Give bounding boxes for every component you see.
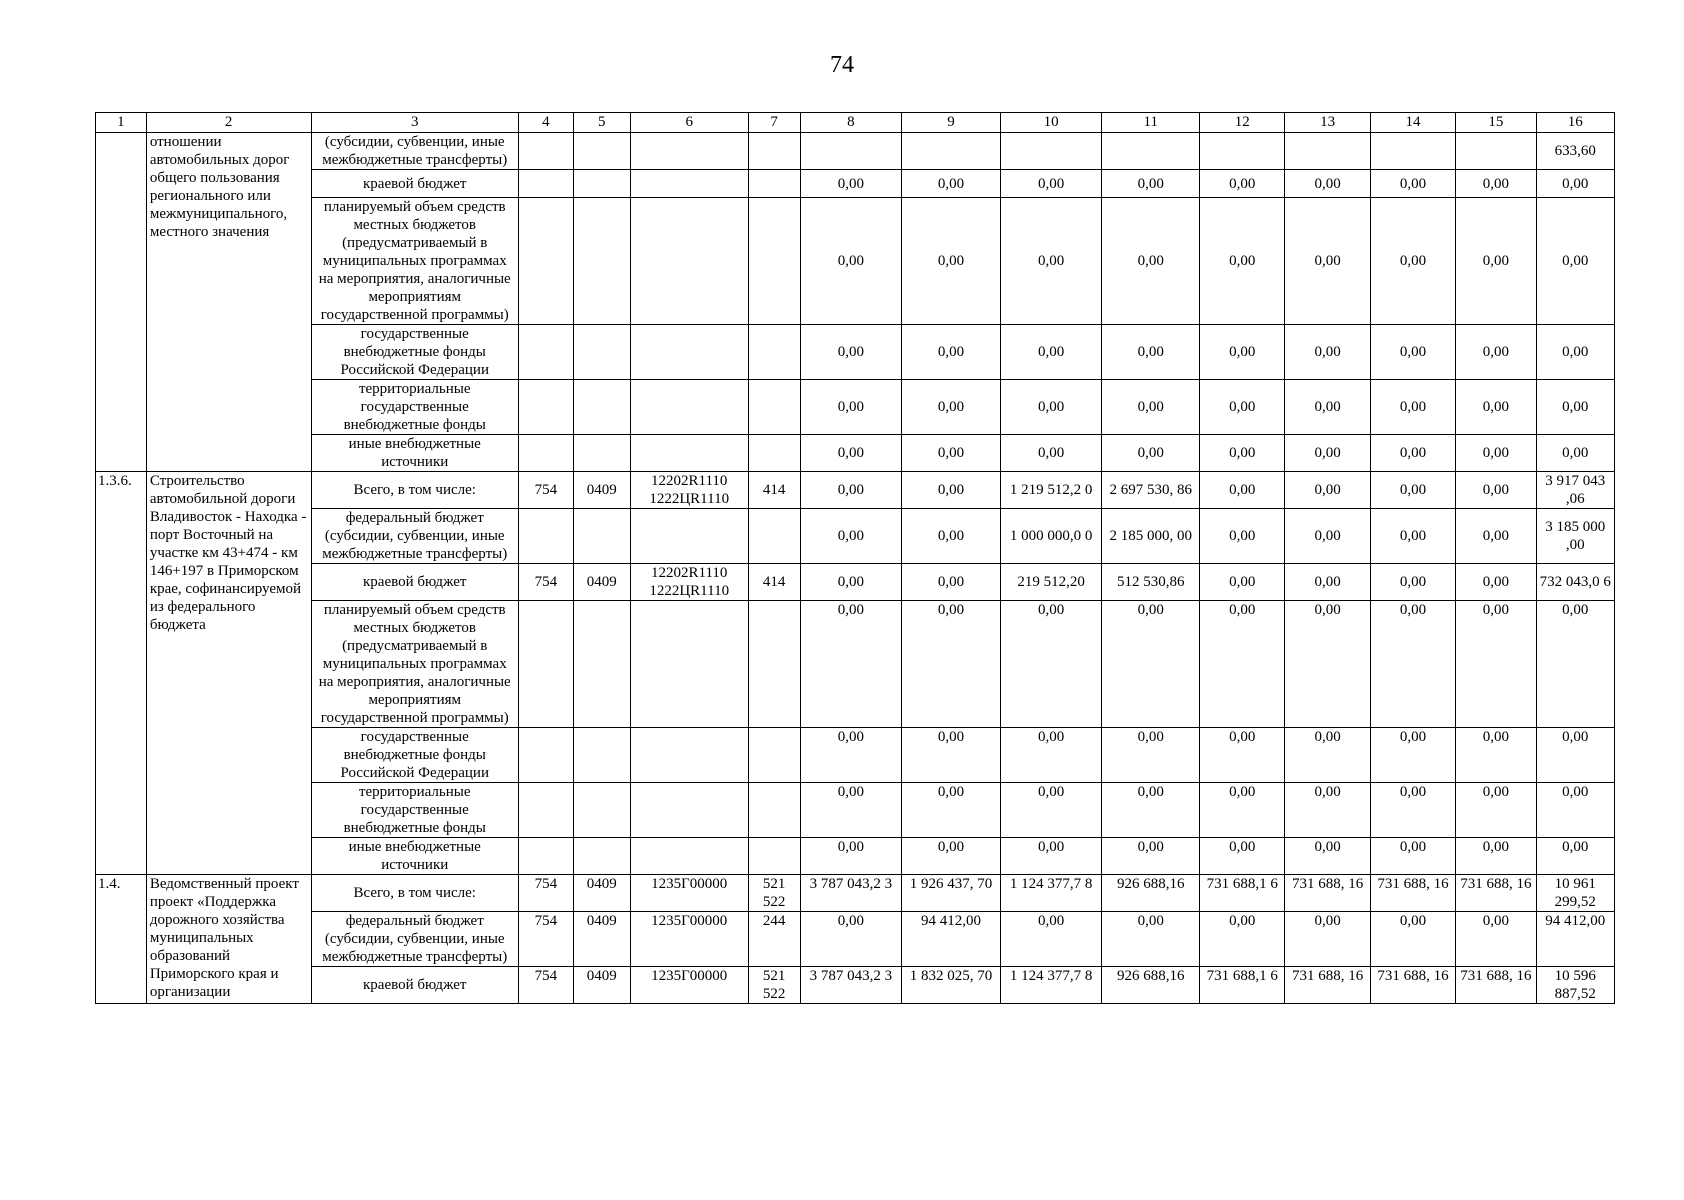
- amount-cell: [800, 133, 902, 170]
- amount-cell: 0,00: [1200, 325, 1285, 380]
- column-header: 5: [573, 113, 630, 133]
- cell-col7: [748, 380, 800, 435]
- amount-cell: 0,00: [1000, 838, 1102, 875]
- amount-cell: 0,00: [800, 601, 902, 728]
- cell-col7: [748, 838, 800, 875]
- cell-col6: [630, 838, 748, 875]
- amount-cell: 0,00: [1285, 435, 1370, 472]
- amount-cell: 0,00: [1102, 380, 1200, 435]
- cell-col6: [630, 783, 748, 838]
- cell-col4: [518, 325, 573, 380]
- amount-cell: 0,00: [1285, 380, 1370, 435]
- amount-cell: 0,00: [1200, 380, 1285, 435]
- amount-cell: 731 688, 16: [1285, 967, 1370, 1004]
- cell-col4: [518, 198, 573, 325]
- amount-cell: 0,00: [1456, 380, 1536, 435]
- amount-cell: 0,00: [1456, 783, 1536, 838]
- table-row: [96, 601, 1615, 728]
- amount-cell: 0,00: [1102, 783, 1200, 838]
- amount-cell: 0,00: [800, 838, 902, 875]
- amount-cell: 0,00: [1200, 472, 1285, 509]
- amount-cell: 0,00: [902, 198, 1001, 325]
- amount-cell: 0,00: [1000, 170, 1102, 198]
- funding-source: краевой бюджет: [311, 967, 518, 1004]
- amount-cell: 0,00: [1000, 325, 1102, 380]
- amount-cell: [1000, 133, 1102, 170]
- total-cell: 0,00: [1536, 728, 1614, 783]
- amount-cell: 0,00: [1200, 728, 1285, 783]
- amount-cell: 0,00: [800, 325, 902, 380]
- measure-name: Строительство автомобильной дороги Владивосток - Находка - порт Восточный на участке км 43+474 - км 146+197 в Приморском крае, софинансируемой из федерального бюджета: [146, 472, 311, 875]
- column-header: 4: [518, 113, 573, 133]
- table-row: [96, 509, 1615, 564]
- cell-col7: 414: [748, 472, 800, 509]
- amount-cell: 0,00: [1456, 170, 1536, 198]
- cell-col7: 244: [748, 912, 800, 967]
- column-header: 13: [1285, 113, 1370, 133]
- table-row: [96, 198, 1615, 325]
- funding-source: федеральный бюджет (субсидии, субвенции, иные межбюджетные трансферты): [311, 912, 518, 967]
- amount-cell: 3 787 043,2 3: [800, 875, 902, 912]
- amount-cell: 0,00: [1456, 509, 1536, 564]
- amount-cell: 0,00: [800, 472, 902, 509]
- cell-col7: [748, 509, 800, 564]
- funding-source: (субсидии, субвенции, иные межбюджетные трансферты): [311, 133, 518, 170]
- amount-cell: 731 688, 16: [1456, 875, 1536, 912]
- amount-cell: 0,00: [1000, 783, 1102, 838]
- cell-col5: [573, 435, 630, 472]
- cell-col7: [748, 601, 800, 728]
- funding-source: федеральный бюджет (субсидии, субвенции, иные межбюджетные трансферты): [311, 509, 518, 564]
- amount-cell: 0,00: [902, 509, 1001, 564]
- amount-cell: 731 688, 16: [1370, 967, 1455, 1004]
- table-row: [96, 912, 1615, 967]
- cell-col6: 1235Г00000: [630, 967, 748, 1004]
- column-header: 8: [800, 113, 902, 133]
- column-header: 15: [1456, 113, 1536, 133]
- total-cell: 0,00: [1536, 601, 1614, 728]
- cell-col6: 1235Г00000: [630, 875, 748, 912]
- amount-cell: 0,00: [1285, 325, 1370, 380]
- amount-cell: 1 926 437, 70: [902, 875, 1001, 912]
- amount-cell: 0,00: [902, 783, 1001, 838]
- amount-cell: 0,00: [800, 509, 902, 564]
- cell-col5: [573, 838, 630, 875]
- cell-col5: [573, 198, 630, 325]
- amount-cell: 731 688,1 6: [1200, 875, 1285, 912]
- cell-col7: [748, 435, 800, 472]
- amount-cell: 0,00: [1370, 728, 1455, 783]
- total-cell: 0,00: [1536, 435, 1614, 472]
- total-cell: 0,00: [1536, 170, 1614, 198]
- amount-cell: 0,00: [1000, 380, 1102, 435]
- amount-cell: 0,00: [902, 838, 1001, 875]
- amount-cell: 0,00: [1285, 912, 1370, 967]
- total-cell: 0,00: [1536, 325, 1614, 380]
- total-cell: 3 917 043 ,06: [1536, 472, 1614, 509]
- cell-col5: [573, 380, 630, 435]
- cell-col6: [630, 170, 748, 198]
- cell-col6: [630, 728, 748, 783]
- cell-col6: 12202R1110 1222ЦR1110: [630, 472, 748, 509]
- cell-col5: 0409: [573, 967, 630, 1004]
- amount-cell: 0,00: [1102, 435, 1200, 472]
- amount-cell: 0,00: [1456, 564, 1536, 601]
- funding-source: государственные внебюджетные фонды Российской Федерации: [311, 325, 518, 380]
- row-number: 1.4.: [96, 875, 147, 1004]
- cell-col5: [573, 783, 630, 838]
- amount-cell: 0,00: [1000, 912, 1102, 967]
- amount-cell: 0,00: [1000, 728, 1102, 783]
- amount-cell: 0,00: [1000, 198, 1102, 325]
- amount-cell: 0,00: [800, 728, 902, 783]
- cell-col4: [518, 838, 573, 875]
- row-number: [96, 133, 147, 472]
- amount-cell: 0,00: [800, 783, 902, 838]
- amount-cell: 0,00: [902, 170, 1001, 198]
- amount-cell: 0,00: [1370, 380, 1455, 435]
- table-row: [96, 170, 1615, 198]
- table-row: [96, 472, 1615, 509]
- amount-cell: [1370, 133, 1455, 170]
- cell-col7: [748, 325, 800, 380]
- cell-col6: 12202R1110 1222ЦR1110: [630, 564, 748, 601]
- amount-cell: 0,00: [800, 170, 902, 198]
- amount-cell: 0,00: [1456, 325, 1536, 380]
- cell-col6: [630, 509, 748, 564]
- amount-cell: 0,00: [902, 472, 1001, 509]
- cell-col5: 0409: [573, 875, 630, 912]
- amount-cell: 0,00: [1000, 435, 1102, 472]
- amount-cell: 0,00: [1456, 198, 1536, 325]
- total-cell: 732 043,0 6: [1536, 564, 1614, 601]
- cell-col7: [748, 198, 800, 325]
- measure-name: Ведомственный проект проект «Поддержка дорожного хозяйства муниципальных образований Приморского края и организации: [146, 875, 311, 1004]
- amount-cell: 0,00: [1285, 838, 1370, 875]
- cell-col5: [573, 509, 630, 564]
- amount-cell: 0,00: [1370, 198, 1455, 325]
- amount-cell: 0,00: [1370, 601, 1455, 728]
- cell-col7: 414: [748, 564, 800, 601]
- amount-cell: 1 124 377,7 8: [1000, 967, 1102, 1004]
- total-cell: 0,00: [1536, 380, 1614, 435]
- group-1-3-6: [96, 472, 1615, 875]
- amount-cell: 0,00: [902, 325, 1001, 380]
- cell-col5: [573, 325, 630, 380]
- amount-cell: 0,00: [1200, 783, 1285, 838]
- table-row: [96, 967, 1615, 1004]
- table-row: [96, 435, 1615, 472]
- amount-cell: 926 688,16: [1102, 967, 1200, 1004]
- page-number: 74: [830, 52, 854, 78]
- cell-col6: [630, 380, 748, 435]
- amount-cell: 0,00: [1370, 912, 1455, 967]
- column-header: 10: [1000, 113, 1102, 133]
- amount-cell: 219 512,20: [1000, 564, 1102, 601]
- cell-col4: [518, 380, 573, 435]
- amount-cell: 0,00: [1370, 564, 1455, 601]
- cell-col5: 0409: [573, 564, 630, 601]
- row-number: 1.3.6.: [96, 472, 147, 875]
- cell-col5: [573, 170, 630, 198]
- amount-cell: 0,00: [1285, 198, 1370, 325]
- amount-cell: 0,00: [902, 435, 1001, 472]
- amount-cell: 0,00: [1370, 783, 1455, 838]
- amount-cell: 0,00: [800, 912, 902, 967]
- cell-col6: 1235Г00000: [630, 912, 748, 967]
- table-row: [96, 133, 1615, 170]
- cell-col6: [630, 435, 748, 472]
- amount-cell: 0,00: [1456, 912, 1536, 967]
- amount-cell: 0,00: [902, 564, 1001, 601]
- amount-cell: 731 688, 16: [1456, 967, 1536, 1004]
- group-continuation: [96, 133, 1615, 472]
- column-header: 6: [630, 113, 748, 133]
- amount-cell: 0,00: [1285, 472, 1370, 509]
- amount-cell: 731 688, 16: [1285, 875, 1370, 912]
- funding-source: государственные внебюджетные фонды Российской Федерации: [311, 728, 518, 783]
- amount-cell: 0,00: [1285, 509, 1370, 564]
- amount-cell: [1200, 133, 1285, 170]
- amount-cell: 0,00: [1285, 783, 1370, 838]
- amount-cell: 0,00: [1102, 912, 1200, 967]
- amount-cell: 0,00: [1370, 509, 1455, 564]
- column-header: 12: [1200, 113, 1285, 133]
- cell-col5: 0409: [573, 912, 630, 967]
- total-cell: 0,00: [1536, 838, 1614, 875]
- funding-source: Всего, в том числе:: [311, 875, 518, 912]
- amount-cell: 512 530,86: [1102, 564, 1200, 601]
- cell-col4: 754: [518, 912, 573, 967]
- amount-cell: 0,00: [1456, 838, 1536, 875]
- amount-cell: 1 000 000,0 0: [1000, 509, 1102, 564]
- amount-cell: 0,00: [1285, 601, 1370, 728]
- amount-cell: 0,00: [1456, 728, 1536, 783]
- table-row: [96, 380, 1615, 435]
- cell-col4: [518, 728, 573, 783]
- amount-cell: 0,00: [1102, 728, 1200, 783]
- amount-cell: 0,00: [1200, 912, 1285, 967]
- amount-cell: 0,00: [1200, 170, 1285, 198]
- funding-source: Всего, в том числе:: [311, 472, 518, 509]
- cell-col6: [630, 198, 748, 325]
- funding-source: планируемый объем средств местных бюджетов (предусматриваемый в муниципальных программах на мероприятия, аналогичные мероприятиям государственной программы): [311, 601, 518, 728]
- amount-cell: [902, 133, 1001, 170]
- header-row: [96, 113, 1615, 133]
- amount-cell: 1 219 512,2 0: [1000, 472, 1102, 509]
- cell-col4: [518, 509, 573, 564]
- column-header: 14: [1370, 113, 1455, 133]
- cell-col4: [518, 133, 573, 170]
- amount-cell: 0,00: [1102, 838, 1200, 875]
- table-row: [96, 875, 1615, 912]
- column-header: 1: [96, 113, 147, 133]
- amount-cell: 731 688,1 6: [1200, 967, 1285, 1004]
- total-cell: 3 185 000 ,00: [1536, 509, 1614, 564]
- amount-cell: 0,00: [902, 728, 1001, 783]
- funding-source: иные внебюджетные источники: [311, 435, 518, 472]
- funding-source: территориальные государственные внебюджетные фонды: [311, 783, 518, 838]
- amount-cell: 0,00: [1370, 170, 1455, 198]
- budget-table: [95, 112, 1615, 1004]
- cell-col4: [518, 601, 573, 728]
- amount-cell: 0,00: [1456, 435, 1536, 472]
- amount-cell: 2 697 530, 86: [1102, 472, 1200, 509]
- funding-source: иные внебюджетные источники: [311, 838, 518, 875]
- amount-cell: 0,00: [1102, 601, 1200, 728]
- cell-col5: [573, 601, 630, 728]
- amount-cell: [1456, 133, 1536, 170]
- amount-cell: 0,00: [1200, 601, 1285, 728]
- cell-col6: [630, 133, 748, 170]
- amount-cell: 926 688,16: [1102, 875, 1200, 912]
- cell-col4: [518, 170, 573, 198]
- column-header: 2: [146, 113, 311, 133]
- cell-col5: [573, 133, 630, 170]
- total-cell: 0,00: [1536, 783, 1614, 838]
- cell-col5: [573, 728, 630, 783]
- amount-cell: 0,00: [800, 564, 902, 601]
- amount-cell: 0,00: [1285, 564, 1370, 601]
- cell-col5: 0409: [573, 472, 630, 509]
- amount-cell: [1102, 133, 1200, 170]
- table-row: [96, 838, 1615, 875]
- cell-col4: 754: [518, 967, 573, 1004]
- amount-cell: 0,00: [1370, 472, 1455, 509]
- amount-cell: [1285, 133, 1370, 170]
- cell-col7: [748, 133, 800, 170]
- total-cell: 10 961 299,52: [1536, 875, 1614, 912]
- amount-cell: 3 787 043,2 3: [800, 967, 902, 1004]
- amount-cell: 0,00: [800, 435, 902, 472]
- amount-cell: 0,00: [1102, 325, 1200, 380]
- amount-cell: 94 412,00: [902, 912, 1001, 967]
- amount-cell: 2 185 000, 00: [1102, 509, 1200, 564]
- cell-col7: 521 522: [748, 967, 800, 1004]
- amount-cell: 1 832 025, 70: [902, 967, 1001, 1004]
- column-header: 7: [748, 113, 800, 133]
- total-cell: 10 596 887,52: [1536, 967, 1614, 1004]
- amount-cell: 0,00: [1285, 728, 1370, 783]
- table-row: [96, 783, 1615, 838]
- amount-cell: 0,00: [1102, 170, 1200, 198]
- amount-cell: 1 124 377,7 8: [1000, 875, 1102, 912]
- amount-cell: 0,00: [800, 380, 902, 435]
- cell-col4: [518, 783, 573, 838]
- amount-cell: 0,00: [1200, 435, 1285, 472]
- amount-cell: 0,00: [902, 380, 1001, 435]
- cell-col4: [518, 435, 573, 472]
- amount-cell: 731 688, 16: [1370, 875, 1455, 912]
- total-cell: 633,60: [1536, 133, 1614, 170]
- amount-cell: 0,00: [1000, 601, 1102, 728]
- column-header: 9: [902, 113, 1001, 133]
- table-row: [96, 325, 1615, 380]
- cell-col7: [748, 783, 800, 838]
- cell-col7: [748, 728, 800, 783]
- funding-source: планируемый объем средств местных бюджетов (предусматриваемый в муниципальных программах на мероприятия, аналогичные мероприятиям государственной программы): [311, 198, 518, 325]
- measure-name: отношении автомобильных дорог общего пользования регионального или межмуниципального, местного значения: [146, 133, 311, 472]
- total-cell: 0,00: [1536, 198, 1614, 325]
- amount-cell: 0,00: [1200, 838, 1285, 875]
- amount-cell: 0,00: [902, 601, 1001, 728]
- cell-col7: [748, 170, 800, 198]
- amount-cell: 0,00: [1200, 564, 1285, 601]
- column-header: 3: [311, 113, 518, 133]
- cell-col6: [630, 325, 748, 380]
- amount-cell: 0,00: [1456, 601, 1536, 728]
- amount-cell: 0,00: [1370, 325, 1455, 380]
- cell-col6: [630, 601, 748, 728]
- amount-cell: 0,00: [1200, 198, 1285, 325]
- column-header: 16: [1536, 113, 1614, 133]
- funding-source: территориальные государственные внебюджетные фонды: [311, 380, 518, 435]
- table-row: [96, 728, 1615, 783]
- total-cell: 94 412,00: [1536, 912, 1614, 967]
- funding-source: краевой бюджет: [311, 170, 518, 198]
- amount-cell: 0,00: [1102, 198, 1200, 325]
- cell-col7: 521 522: [748, 875, 800, 912]
- column-header: 11: [1102, 113, 1200, 133]
- group-1-4: [96, 875, 1615, 1004]
- table-row: [96, 564, 1615, 601]
- amount-cell: 0,00: [1370, 838, 1455, 875]
- amount-cell: 0,00: [1285, 170, 1370, 198]
- amount-cell: 0,00: [1200, 509, 1285, 564]
- amount-cell: 0,00: [800, 198, 902, 325]
- funding-source: краевой бюджет: [311, 564, 518, 601]
- cell-col4: 754: [518, 875, 573, 912]
- cell-col4: 754: [518, 472, 573, 509]
- amount-cell: 0,00: [1370, 435, 1455, 472]
- amount-cell: 0,00: [1456, 472, 1536, 509]
- cell-col4: 754: [518, 564, 573, 601]
